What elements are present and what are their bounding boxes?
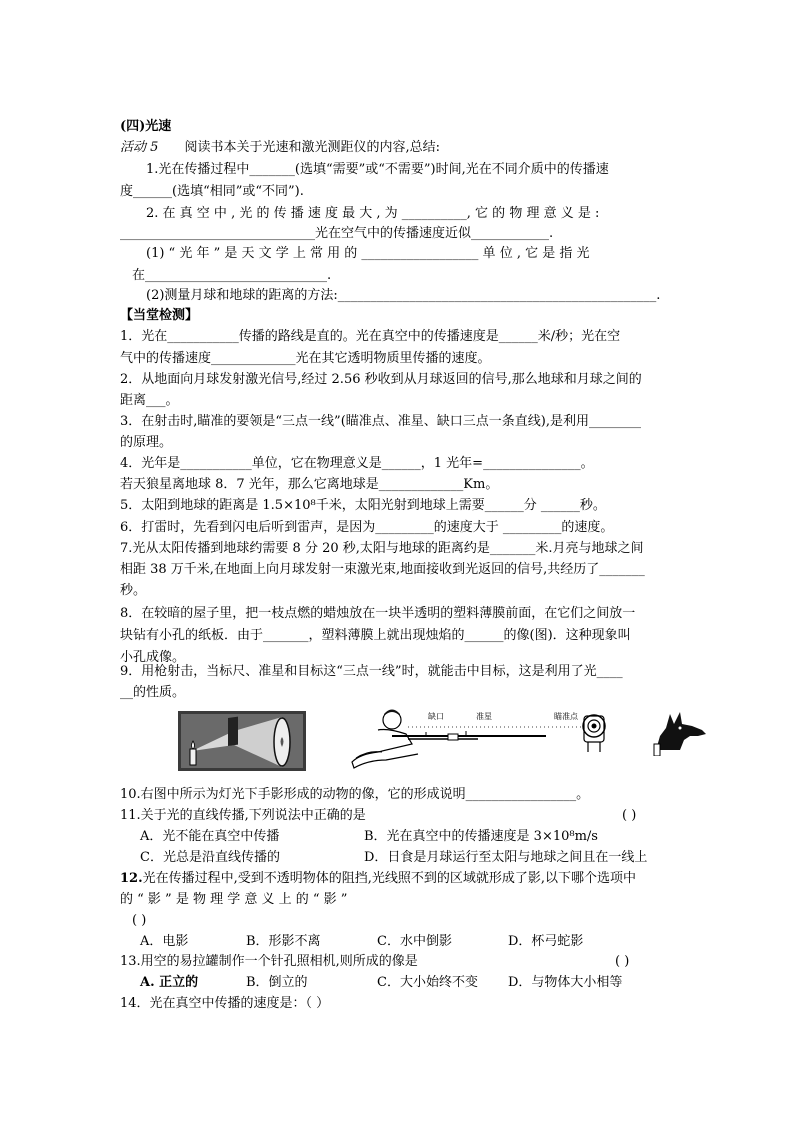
q4-line-b: 若天狼星离地球 8．7 光年，那么它离地球是_____________Km。 xyxy=(120,477,499,492)
q11-option-d: D．日食是月球运行至太阳与地球之间且在一线上 xyxy=(364,850,648,865)
q12-option-a: A．电影 xyxy=(140,934,189,949)
activity5-intro-line xyxy=(120,137,680,159)
activity5-line-2: 度______(选填“相同”或“不同”). xyxy=(120,184,304,199)
q2-line-b: 距离___。 xyxy=(120,393,179,408)
q14-line: 14．光在真空中传播的速度是：（ ） xyxy=(120,996,330,1011)
q7-line-c: 秒。 xyxy=(120,583,147,598)
q1-line-a: 1．光在___________传播的路线是直的。光在真空中的传播速度是______米/秒；光在空 xyxy=(120,329,621,344)
activity5-line-7: (2)测量月球和地球的距离的方法:_________________________________________________. xyxy=(146,288,661,303)
hand-shadow-figure xyxy=(650,706,708,756)
front-sight-label: 准星 xyxy=(476,712,492,721)
activity5-label: 活动 5 xyxy=(120,140,159,155)
q13-option-d: D．与物体大小相等 xyxy=(508,975,623,990)
activity5-line-4: ______________________________光在空气中的传播速度近似____________. xyxy=(120,226,554,241)
check-title: 【当堂检测】 xyxy=(120,308,199,323)
q8-line-a: 8．在较暗的屋子里，把一枝点燃的蜡烛放在一块半透明的塑料薄膜前面，在它们之间放一 xyxy=(120,606,636,621)
q11-answer-paren: ( ) xyxy=(622,808,637,823)
aim-point-label: 瞄准点 xyxy=(554,712,578,721)
notch-label: 缺口 xyxy=(428,712,444,721)
q12-answer-paren: ( ) xyxy=(132,913,147,928)
q8-line-b: 块钻有小孔的纸板．由于_______，塑料薄膜上就出现烛焰的______的像(图)．这种现象叫 xyxy=(120,628,631,643)
q11-option-b: B．光在真空中的传播速度是 3×10⁸m/s xyxy=(364,829,598,844)
q3-line-b: 的原理。 xyxy=(120,435,173,450)
q12-line-b: 的 “ 影 ” 是 物 理 学 意 义 上 的 “ 影 ” xyxy=(120,892,348,907)
q7-line-a: 7.光从太阳传播到地球约需要 8 分 20 秒,太阳与地球的距离约是_______米.月亮与地球之间 xyxy=(120,541,644,556)
activity5-intro: 阅读书本关于光速和激光测距仪的内容,总结: xyxy=(184,140,441,155)
pinhole-imaging-figure xyxy=(178,711,306,771)
activity5-line-3: 2. 在 真 空 中 , 光 的 传 播 速 度 最 大 , 为 __________, 它 的 物 理 意 义 是 : xyxy=(146,206,600,221)
q12-number: 12. xyxy=(120,871,143,886)
q5-line: 5．太阳到地球的距离是 1.5×10⁸千米，太阳光射到地球上需要______分 ______秒。 xyxy=(120,498,606,513)
q13-stem: 13.用空的易拉罐制作一个针孔照相机,则所成的像是 xyxy=(120,954,418,969)
activity5-line-5: (1) “ 光 年 ” 是 天 文 学 上 常 用 的 __________________ 单 位 , 它 是 指 光 xyxy=(146,246,590,261)
q6-line: 6．打雷时，先看到闪电后听到雷声，是因为_________的速度大于 _________的速度。 xyxy=(120,520,614,535)
q13-option-b: B．倒立的 xyxy=(246,975,308,990)
q3-line-a: 3．在射击时,瞄准的要领是“三点一线”(瞄准点、准星、缺口三点一条直线),是利用________ xyxy=(120,414,641,429)
q1-line-b: 气中的传播速度_____________光在其它透明物质里传播的速度。 xyxy=(120,351,491,366)
rifle-aiming-figure xyxy=(348,706,620,770)
activity5-line-1: 1.光在传播过程中_______(选填“需要”或“不需要”)时间,光在不同介质中的传播速 xyxy=(146,162,609,177)
q11-option-a: A．光不能在真空中传播 xyxy=(140,829,280,844)
q4-line-a: 4．光年是___________单位，它在物理意义是______，1 光年=_______________。 xyxy=(120,456,594,471)
q12-option-c: C．水中倒影 xyxy=(377,934,452,949)
q7-line-b: 相距 38 万千米,在地面上向月球发射一束激光束,地面接收到光返回的信号,共经历了_______ xyxy=(120,562,645,577)
q2-line-a: 2．从地面向月球发射激光信号,经过 2.56 秒收到从月球返回的信号,那么地球和月球之间的 xyxy=(120,372,642,387)
q12-stem: 光在传播过程中,受到不透明物体的阻挡,光线照不到的区域就形成了影,以下哪个选项中 xyxy=(142,871,637,886)
q12-option-d: D．杯弓蛇影 xyxy=(508,934,584,949)
q11-stem: 11.关于光的直线传播,下列说法中正确的是 xyxy=(120,808,366,823)
q11-option-c: C．光总是沿直线传播的 xyxy=(140,850,280,865)
q8-line-c: 小孔成像。 xyxy=(120,650,186,665)
q9-line-a: 9．用枪射击，当标尺、准星和目标这“三点一线”时，就能击中目标，这是利用了光____ xyxy=(120,664,623,679)
q13-answer-paren: ( ) xyxy=(615,954,630,969)
q12-option-b: B．形影不离 xyxy=(246,934,321,949)
q12-line-a xyxy=(120,868,680,890)
q13-option-a: A. 正立的 xyxy=(140,975,199,990)
q13-option-c: C．大小始终不变 xyxy=(377,975,478,990)
q10-line: 10.右图中所示为灯光下手影形成的动物的像，它的形成说明_________________。 xyxy=(120,787,590,802)
activity5-line-6: 在____________________________. xyxy=(132,268,332,283)
q9-line-b: __的性质。 xyxy=(120,685,186,700)
section-title: (四)光速 xyxy=(120,119,172,134)
